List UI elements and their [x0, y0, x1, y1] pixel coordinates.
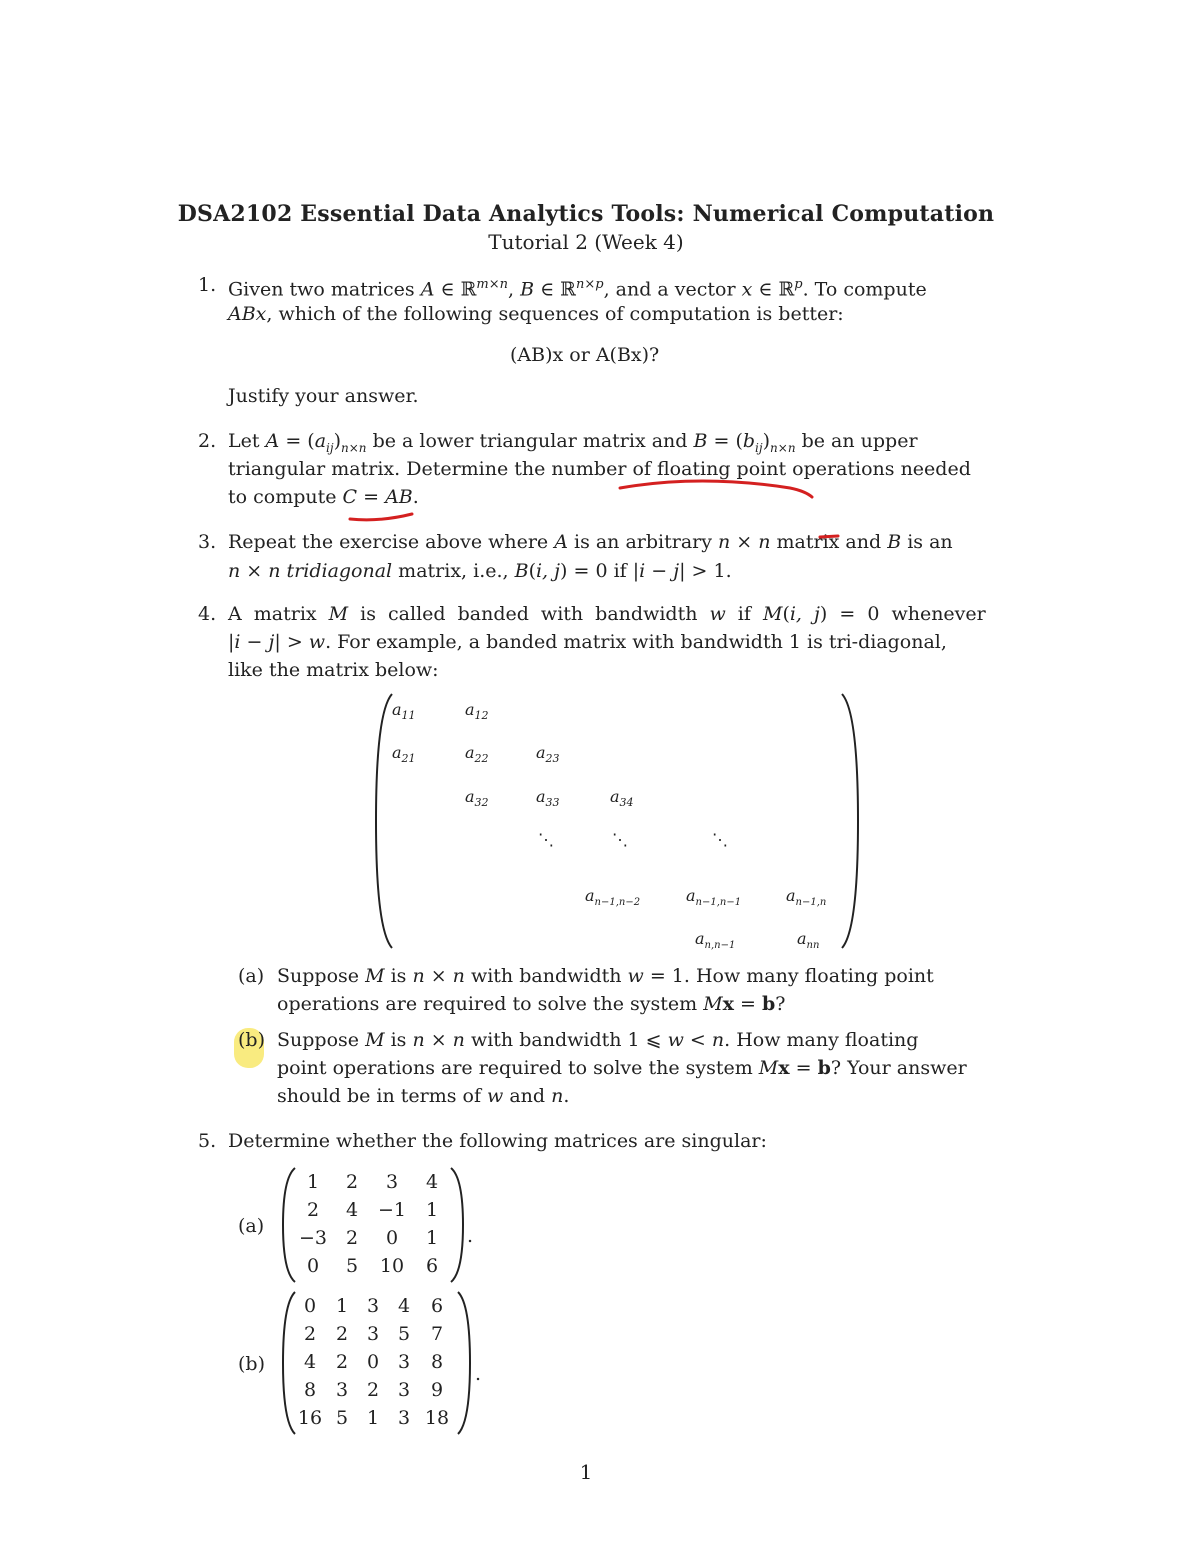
matrix-row	[294, 1348, 454, 1376]
q1-number: 1.	[198, 274, 217, 296]
cell-a21: $a_{21}$	[392, 743, 416, 766]
q3-number: 3.	[198, 531, 217, 553]
matrix-cell: 1	[335, 1295, 349, 1317]
q4-number: 4.	[198, 603, 217, 625]
q5a-matrix	[294, 1168, 452, 1280]
cell-a23: $a_{23}$	[536, 743, 560, 766]
q3-line2: n × n tridiagonal matrix, i.e., B(i, j) = 0 if |i − j| > 1.	[228, 560, 732, 582]
matrix-cell: 4	[397, 1295, 411, 1317]
matrix-cell: 10	[379, 1255, 405, 1277]
matrix-cell: 4	[303, 1351, 317, 1373]
q4a-line1: Suppose M is n × n with bandwidth w = 1. How many floating point	[277, 965, 934, 987]
q5b-matrix	[294, 1292, 454, 1432]
q5a-right-paren	[448, 1166, 466, 1284]
ddots-3: ⋱	[712, 830, 728, 849]
cell-a12: $a_{12}$	[465, 700, 489, 723]
matrix-cell: 5	[397, 1323, 411, 1345]
q1-display-equation: (AB)x or A(Bx)?	[510, 344, 660, 366]
matrix-cell: 6	[430, 1295, 444, 1317]
cell-a34: $a_{34}$	[610, 787, 634, 810]
matrix-cell: 2	[335, 1351, 349, 1373]
matrix-cell: 3	[397, 1351, 411, 1373]
matrix-left-paren	[372, 692, 396, 950]
matrix-cell: 1	[425, 1227, 439, 1249]
q5a-label: (a)	[238, 1215, 265, 1237]
matrix-right-paren	[838, 692, 862, 950]
cell-a32: $a_{32}$	[465, 787, 489, 810]
matrix-cell: 2	[306, 1199, 320, 1221]
matrix-row	[294, 1168, 452, 1196]
q4-line2: |i − j| > w. For example, a banded matrix with bandwidth 1 is tri-diagonal,	[228, 631, 947, 653]
q4b-line3: should be in terms of w and n.	[277, 1085, 570, 1107]
cell-ann: $a_{nn}$	[797, 929, 820, 952]
matrix-cell: 9	[430, 1379, 444, 1401]
matrix-cell: −3	[298, 1227, 327, 1249]
ddots-2: ⋱	[612, 830, 628, 849]
q4a-line2: operations are required to solve the system Mx = b?	[277, 993, 786, 1015]
matrix-cell: 8	[430, 1351, 444, 1373]
matrix-cell: 3	[366, 1323, 380, 1345]
cell-an-1n: $a_{n-1,n}$	[786, 886, 827, 909]
q5b-period: .	[475, 1363, 482, 1385]
matrix-cell: 0	[385, 1227, 399, 1249]
q5a-period: .	[467, 1225, 474, 1247]
document-title: DSA2102 Essential Data Analytics Tools: Numerical Computation	[177, 201, 995, 227]
matrix-cell: 2	[335, 1323, 349, 1345]
matrix-cell: 5	[345, 1255, 359, 1277]
matrix-cell: 0	[366, 1351, 380, 1373]
q2-line2: triangular matrix. Determine the number of floating point operations needed	[228, 458, 971, 480]
matrix-cell: 3	[397, 1407, 411, 1429]
matrix-cell: 4	[345, 1199, 359, 1221]
q5b-label: (b)	[238, 1353, 265, 1375]
matrix-cell: 4	[425, 1171, 439, 1193]
matrix-row	[294, 1196, 452, 1224]
matrix-cell: 1	[306, 1171, 320, 1193]
matrix-cell: 7	[430, 1323, 444, 1345]
q2-number: 2.	[198, 430, 217, 452]
matrix-row	[294, 1224, 452, 1252]
cell-an-1n-1: $a_{n-1,n-1}$	[686, 886, 742, 909]
matrix-row	[294, 1252, 452, 1280]
matrix-cell: 3	[366, 1295, 380, 1317]
q4-line1: A matrix M is called banded with bandwidth w if M(i, j) = 0 whenever	[228, 603, 986, 625]
matrix-cell: 3	[335, 1379, 349, 1401]
matrix-cell: 2	[366, 1379, 380, 1401]
q3-line1: Repeat the exercise above where A is an arbitrary n × n matrix and B is an	[228, 531, 953, 553]
matrix-cell: 3	[397, 1379, 411, 1401]
document-subtitle: Tutorial 2 (Week 4)	[488, 230, 684, 254]
cell-an-1n-2: $a_{n-1,n-2}$	[585, 886, 641, 909]
matrix-row	[294, 1404, 454, 1432]
q4b-label: (b)	[238, 1029, 265, 1051]
q4b-line2: point operations are required to solve the system Mx = b? Your answer	[277, 1057, 967, 1079]
q2-line1: Let $A = (a_{ij})_{n\times n}$ be a lower triangular matrix and $B = (b_{ij})_{n\times n}$ be an upper	[228, 430, 918, 455]
matrix-cell: 1	[425, 1199, 439, 1221]
matrix-cell: 0	[306, 1255, 320, 1277]
cell-a33: $a_{33}$	[536, 787, 560, 810]
q2-line3: to compute C = AB.	[228, 486, 419, 508]
matrix-cell: 3	[385, 1171, 399, 1193]
ddots-1: ⋱	[538, 830, 554, 849]
cell-a22: $a_{22}$	[465, 743, 489, 766]
q5-number: 5.	[198, 1130, 217, 1152]
matrix-cell: 6	[425, 1255, 439, 1277]
q5b-right-paren	[455, 1290, 473, 1436]
page-number: 1	[579, 1460, 593, 1484]
matrix-row	[294, 1320, 454, 1348]
cell-ann-1: $a_{n,n-1}$	[695, 929, 736, 952]
matrix-cell: 1	[366, 1407, 380, 1429]
matrix-cell: −1	[377, 1199, 406, 1221]
q4-line3: like the matrix below:	[228, 659, 439, 681]
matrix-row	[294, 1292, 454, 1320]
matrix-cell: 5	[335, 1407, 349, 1429]
matrix-cell: 2	[345, 1171, 359, 1193]
matrix-cell: 2	[345, 1227, 359, 1249]
q4b-line1: Suppose M is n × n with bandwidth 1 ⩽ w < n. How many floating	[277, 1029, 919, 1051]
matrix-cell: 0	[303, 1295, 317, 1317]
matrix-cell: 8	[303, 1379, 317, 1401]
q1-line2: ABx, which of the following sequences of computation is better:	[228, 303, 844, 325]
q4a-label: (a)	[238, 965, 265, 987]
red-underline-c-equals	[350, 514, 412, 520]
q1-line1: Given two matrices A ∈ ℝ$^{m\times n}$, B ∈ ℝ$^{n\times p}$, and a vector x ∈ ℝ$^p$. To compute	[228, 277, 927, 301]
q1-justify: Justify your answer.	[228, 385, 419, 407]
matrix-cell: 16	[297, 1407, 323, 1429]
matrix-row	[294, 1376, 454, 1404]
matrix-cell: 18	[424, 1407, 450, 1429]
q5-line1: Determine whether the following matrices are singular:	[228, 1130, 767, 1152]
matrix-cell: 2	[303, 1323, 317, 1345]
cell-a11: $a_{11}$	[392, 700, 416, 723]
